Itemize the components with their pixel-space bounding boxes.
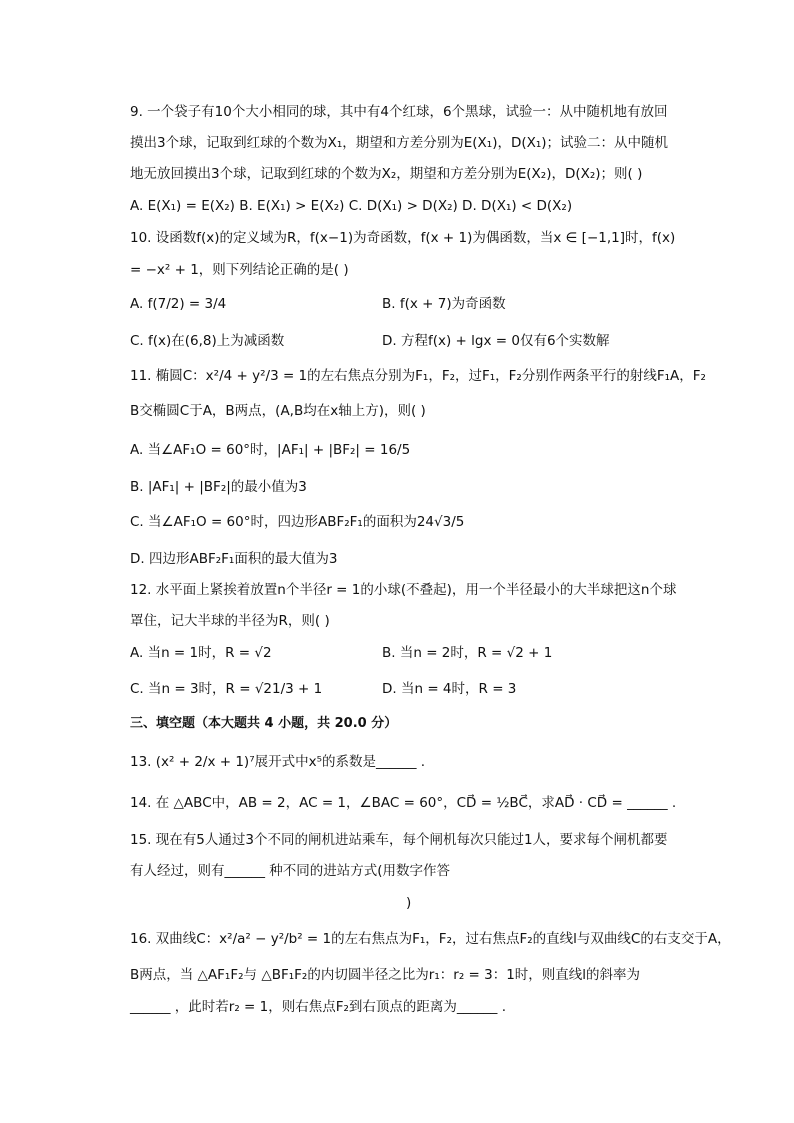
q12-option-d: D. 当n = 4时，R = 3 xyxy=(382,681,517,697)
q10-option-c: C. f(x)在(6,8)上为减函数 xyxy=(130,333,285,349)
q15-line-1: 15. 现在有5人通过3个不同的闸机进站乘车，每个闸机每次只能过1人，要求每个闸机都要 xyxy=(130,832,668,848)
q12-option-c: C. 当n = 3时，R = √21/3 + 1 xyxy=(130,681,323,697)
q11-option-a: A. 当∠AF₁O = 60°时，|AF₁| + |BF₂| = 16/5 xyxy=(130,442,411,458)
q9-options: A. E(X₁) = E(X₂) B. E(X₁) > E(X₂) C. D(X₁) > D(X₂) D. D(X₁) < D(X₂) xyxy=(130,198,573,214)
section-heading: 三、填空题（本大题共 4 小题，共 20.0 分） xyxy=(130,716,398,731)
q10-option-b: B. f(x + 7)为奇函数 xyxy=(382,296,506,312)
q11-line-2: B交椭圆C于A，B两点，(A,B均在x轴上方)，则( ) xyxy=(130,403,426,419)
q16-line-1: 16. 双曲线C：x²/a² − y²/b² = 1的左右焦点为F₁，F₂，过右焦点F₂的直线l与双曲线C的右支交于A， xyxy=(130,931,731,947)
q13-line: 13. (x² + 2/x + 1)⁷展开式中x⁵的系数是______ . xyxy=(130,754,426,770)
q9-line-2: 摸出3个球，记取到红球的个数为X₁，期望和方差分别为E(X₁)，D(X₁)；试验二：从中随机 xyxy=(130,135,669,151)
q15-line-2: 有人经过，则有______ 种不同的进站方式(用数字作答 xyxy=(130,863,451,879)
q12-line-2: 罩住，记大半球的半径为R，则( ) xyxy=(130,613,330,629)
q9-line-1: 9. 一个袋子有10个大小相同的球，其中有4个红球，6个黑球，试验一：从中随机地有放回 xyxy=(130,104,668,120)
q11-option-d: D. 四边形ABF₂F₁面积的最大值为3 xyxy=(130,551,338,567)
q16-line-2: B两点，当 △AF₁F₂与 △BF₁F₂的内切圆半径之比为r₁：r₂ = 3：1时，则直线l的斜率为 xyxy=(130,967,641,983)
q10-line-1: 10. 设函数f(x)的定义域为R，f(x−1)为奇函数，f(x + 1)为偶函数，当x ∈ [−1,1]时，f(x) xyxy=(130,230,676,246)
q11-option-c: C. 当∠AF₁O = 60°时，四边形ABF₂F₁的面积为24√3/5 xyxy=(130,514,465,530)
q10-option-d: D. 方程f(x) + lgx = 0仅有6个实数解 xyxy=(382,333,610,349)
q10-option-a: A. f(7/2) = 3/4 xyxy=(130,296,227,312)
q9-line-3: 地无放回摸出3个球，记取到红球的个数为X₂，期望和方差分别为E(X₂)，D(X₂)；则( ) xyxy=(130,166,643,182)
q12-line-1: 12. 水平面上紧挨着放置n个半径r = 1的小球(不叠起)，用一个半径最小的大半球把这n个球 xyxy=(130,582,677,598)
q16-line-3: ______ ，此时若r₂ = 1，则右焦点F₂到右顶点的距离为______ . xyxy=(130,999,506,1015)
q11-line-1: 11. 椭圆C：x²/4 + y²/3 = 1的左右焦点分别为F₁，F₂，过F₁，F₂分别作两条平行的射线F₁A，F₂ xyxy=(130,368,706,384)
q11-option-b: B. |AF₁| + |BF₂|的最小值为3 xyxy=(130,479,307,495)
q12-option-b: B. 当n = 2时，R = √2 + 1 xyxy=(382,645,553,661)
q15-line-3: ) xyxy=(406,895,412,911)
q10-line-2: = −x² + 1，则下列结论正确的是( ) xyxy=(130,262,349,278)
q14-line: 14. 在 △ABC中，AB = 2，AC = 1，∠BAC = 60°，CD⃗ = ½BC⃗，求AD⃗ · CD⃗ = ______ . xyxy=(130,795,677,811)
q12-option-a: A. 当n = 1时，R = √2 xyxy=(130,645,272,661)
